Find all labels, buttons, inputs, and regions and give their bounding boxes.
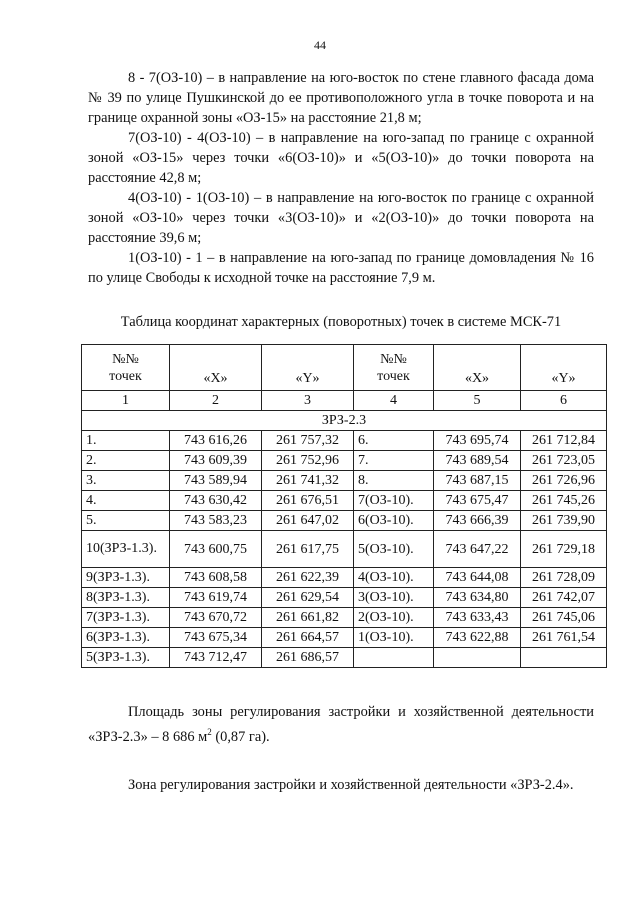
paragraph-segment-1-1: 1(ОЗ-10) - 1 – в направление на юго-запад по границе домовладения № 16 по улице Свободы к исходной точке на расстояние 7,9 м.: [88, 250, 594, 286]
table-row: [82, 648, 607, 668]
x-coordinate-cell: 743 609,39: [170, 451, 262, 471]
header-point-number: №№ точек: [82, 345, 170, 391]
point-number-cell: 1(ОЗ-10).: [354, 628, 434, 648]
x-coordinate-cell: 743 712,47: [170, 648, 262, 668]
column-number: 5: [434, 391, 521, 411]
y-coordinate-cell: 261 761,54: [521, 628, 607, 648]
y-coordinate-cell: [521, 648, 607, 668]
point-number-cell: 5(ОЗ-10).: [354, 531, 434, 568]
x-coordinate-cell: 743 675,34: [170, 628, 262, 648]
point-number-cell: 1.: [82, 431, 170, 451]
point-number-cell: 6(ЗРЗ-1.3).: [82, 628, 170, 648]
table-row: [82, 491, 607, 511]
column-number: 2: [170, 391, 262, 411]
point-number-cell: 5.: [82, 511, 170, 531]
table-row: [82, 451, 607, 471]
point-number-cell: 7(ОЗ-10).: [354, 491, 434, 511]
y-coordinate-cell: 261 647,02: [262, 511, 354, 531]
x-coordinate-cell: 743 666,39: [434, 511, 521, 531]
x-coordinate-cell: 743 619,74: [170, 588, 262, 608]
point-number-cell: 7(ЗРЗ-1.3).: [82, 608, 170, 628]
x-coordinate-cell: 743 644,08: [434, 568, 521, 588]
y-coordinate-cell: 261 742,07: [521, 588, 607, 608]
point-number-cell: 3(ОЗ-10).: [354, 588, 434, 608]
column-number: 3: [262, 391, 354, 411]
x-coordinate-cell: 743 675,47: [434, 491, 521, 511]
column-number: 4: [354, 391, 434, 411]
area-unit-exponent: 2: [207, 727, 212, 737]
y-coordinate-cell: 261 757,32: [262, 431, 354, 451]
x-coordinate-cell: 743 695,74: [434, 431, 521, 451]
column-number: 1: [82, 391, 170, 411]
y-coordinate-cell: 261 617,75: [262, 531, 354, 568]
table-row: [82, 431, 607, 451]
y-coordinate-cell: 261 739,90: [521, 511, 607, 531]
table-row: [82, 608, 607, 628]
y-coordinate-cell: 261 729,18: [521, 531, 607, 568]
header-point-number: №№ точек: [354, 345, 434, 391]
table-caption: Таблица координат характерных (поворотных) точек в системе МСК-71: [120, 314, 562, 330]
y-coordinate-cell: 261 728,09: [521, 568, 607, 588]
section-row: [82, 411, 607, 431]
table-row: [82, 511, 607, 531]
x-coordinate-cell: 743 589,94: [170, 471, 262, 491]
y-coordinate-cell: 261 661,82: [262, 608, 354, 628]
y-coordinate-cell: 261 686,57: [262, 648, 354, 668]
y-coordinate-cell: 261 745,26: [521, 491, 607, 511]
y-coordinate-cell: 261 752,96: [262, 451, 354, 471]
table-row: [82, 531, 607, 568]
y-coordinate-cell: 261 741,32: [262, 471, 354, 491]
paragraph-segment-7-4: 7(ОЗ-10) - 4(ОЗ-10) – в направление на юго-запад по границе с охранной зоной «ОЗ-15» через точки «6(ОЗ-10)» и «5(ОЗ-10)» до точки поворота на расстояние 42,8 м;: [88, 130, 594, 186]
x-coordinate-cell: 743 687,15: [434, 471, 521, 491]
table-row: [82, 588, 607, 608]
paragraph-segment-4-1: 4(ОЗ-10) - 1(ОЗ-10) – в направление на юго-восток по границе с охранной зоной «ОЗ-10» через точки «3(ОЗ-10)» и «2(ОЗ-10)» до точки поворота на расстояние 39,6 м;: [88, 190, 594, 246]
column-number: 6: [521, 391, 607, 411]
point-number-cell: 5(ЗРЗ-1.3).: [82, 648, 170, 668]
y-coordinate-cell: 261 676,51: [262, 491, 354, 511]
y-coordinate-cell: 261 664,57: [262, 628, 354, 648]
x-coordinate-cell: 743 622,88: [434, 628, 521, 648]
point-number-cell: 8(ЗРЗ-1.3).: [82, 588, 170, 608]
point-number-cell: 7.: [354, 451, 434, 471]
header-x: «X»: [170, 345, 262, 391]
x-coordinate-cell: 743 633,43: [434, 608, 521, 628]
y-coordinate-cell: 261 629,54: [262, 588, 354, 608]
x-coordinate-cell: 743 634,80: [434, 588, 521, 608]
x-coordinate-cell: 743 616,26: [170, 431, 262, 451]
area-statement: Площадь зоны регулирования застройки и хозяйственной деятельности «ЗРЗ-2.3» – 8 686 $м^2$ (0,87 га).: [88, 704, 594, 745]
point-number-cell: 4.: [82, 491, 170, 511]
next-zone-title: Зона регулирования застройки и хозяйственной деятельности «ЗРЗ-2.4».: [128, 776, 574, 793]
paragraph-segment-8-7: 8 - 7(ОЗ-10) – в направление на юго-восток по стене главного фасада дома № 39 по улице Пушкинской до ее противоположного угла в точке поворота и на границе охранной зоны «ОЗ-15» на расстояние 21,8 м;: [88, 70, 594, 126]
column-number-row: [82, 391, 607, 411]
area-block: [88, 702, 594, 795]
table-row: [82, 628, 607, 648]
table-header-row: [82, 345, 607, 391]
point-number-cell: 10(ЗРЗ-1.3).: [82, 531, 170, 568]
y-coordinate-cell: 261 622,39: [262, 568, 354, 588]
point-number-cell: [354, 648, 434, 668]
page-number: 44: [314, 38, 326, 52]
x-coordinate-cell: 743 600,75: [170, 531, 262, 568]
point-number-cell: 6.: [354, 431, 434, 451]
x-coordinate-cell: 743 583,23: [170, 511, 262, 531]
point-number-cell: 2.: [82, 451, 170, 471]
header-x: «X»: [434, 345, 521, 391]
point-number-cell: 9(ЗРЗ-1.3).: [82, 568, 170, 588]
header-y: «Y»: [262, 345, 354, 391]
x-coordinate-cell: 743 647,22: [434, 531, 521, 568]
boundary-description: [88, 68, 594, 288]
point-number-cell: 2(ОЗ-10).: [354, 608, 434, 628]
header-y: «Y»: [521, 345, 607, 391]
x-coordinate-cell: 743 608,58: [170, 568, 262, 588]
point-number-cell: 8.: [354, 471, 434, 491]
y-coordinate-cell: 261 723,05: [521, 451, 607, 471]
coordinates-table: [81, 344, 607, 668]
x-coordinate-cell: 743 689,54: [434, 451, 521, 471]
x-coordinate-cell: [434, 648, 521, 668]
section-title: ЗРЗ-2.3: [82, 411, 607, 431]
point-number-cell: 3.: [82, 471, 170, 491]
y-coordinate-cell: 261 712,84: [521, 431, 607, 451]
point-number-cell: 4(ОЗ-10).: [354, 568, 434, 588]
x-coordinate-cell: 743 670,72: [170, 608, 262, 628]
table-row: [82, 471, 607, 491]
x-coordinate-cell: 743 630,42: [170, 491, 262, 511]
table-row: [82, 568, 607, 588]
y-coordinate-cell: 261 726,96: [521, 471, 607, 491]
y-coordinate-cell: 261 745,06: [521, 608, 607, 628]
point-number-cell: 6(ОЗ-10).: [354, 511, 434, 531]
